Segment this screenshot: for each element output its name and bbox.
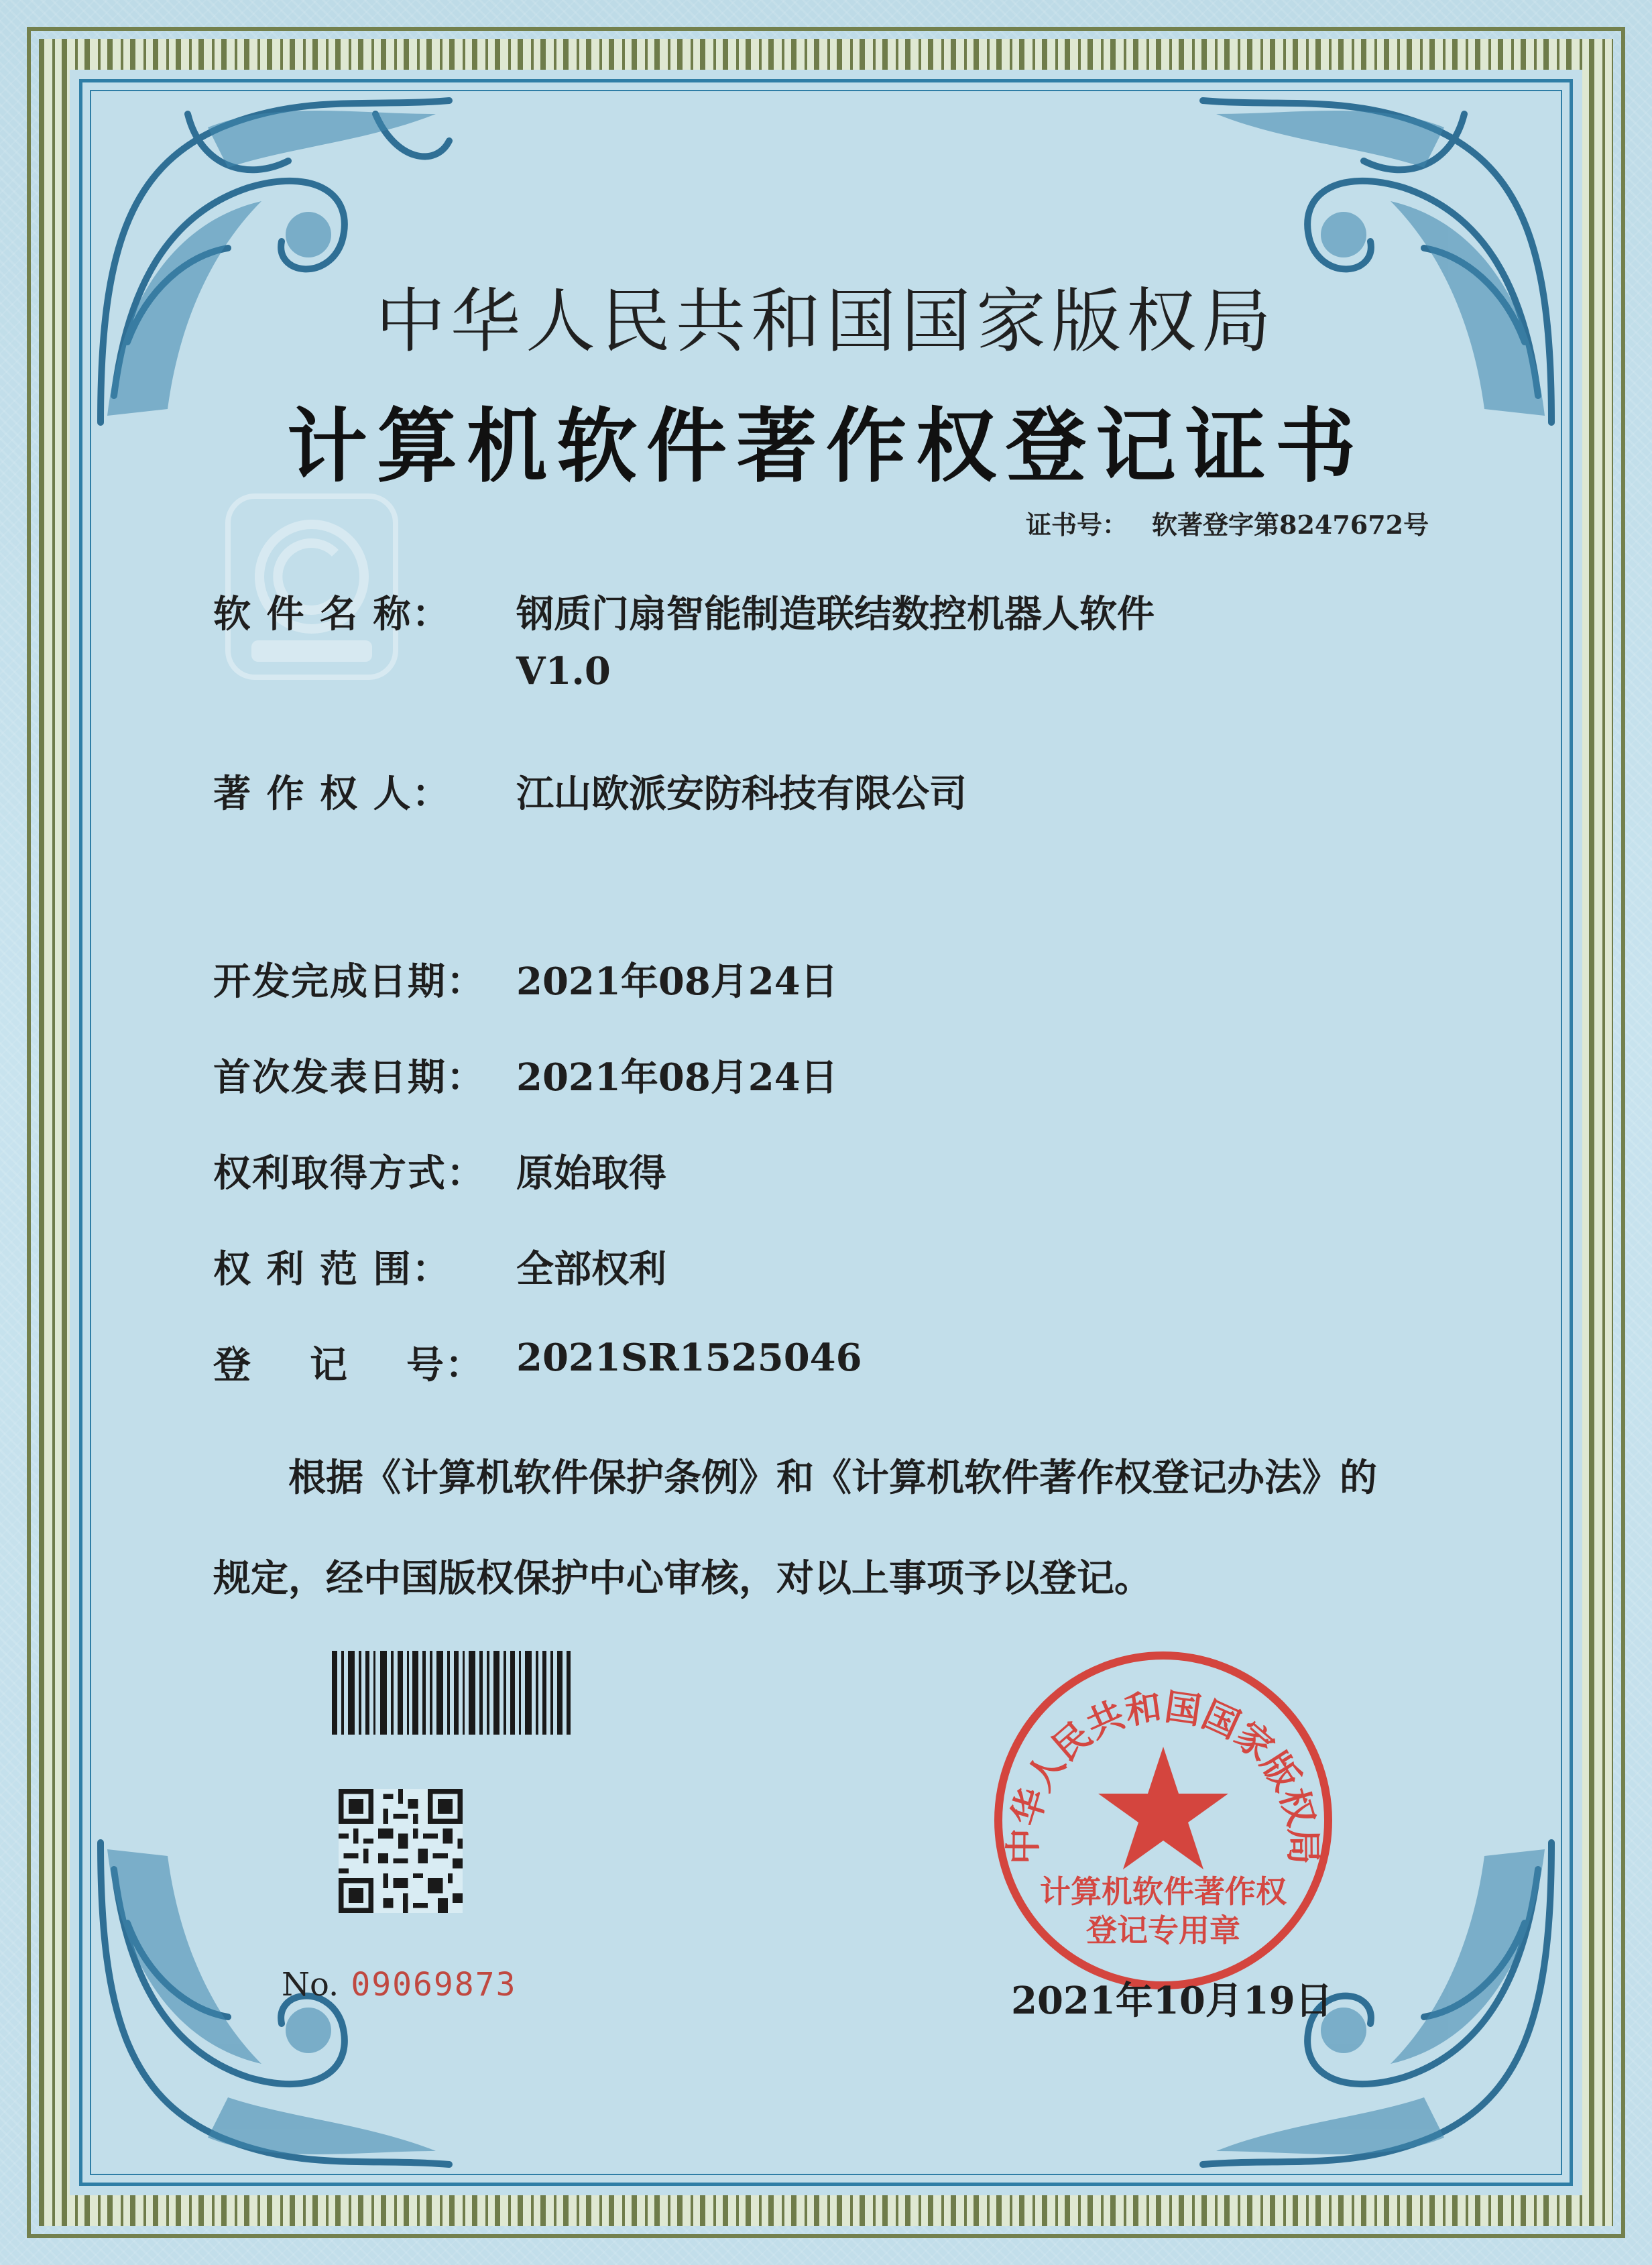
software-name-value: 钢质门扇智能制造联结数控机器人软件 <box>516 592 1155 636</box>
serial-number-value: 09069873 <box>351 1966 517 2003</box>
reg-number-row <box>213 1336 862 1389</box>
barcode-icon <box>332 1651 571 1735</box>
seal-ring-text: 中华人民共和国国家版权局 <box>1002 1685 1325 1865</box>
software-name-row <box>213 585 1155 693</box>
statement-line-1: 根据《计算机软件保护条例》和《计算机软件著作权登记办法》的 <box>288 1456 1377 1500</box>
dev-completion-label: 开发完成日期： <box>213 960 485 1004</box>
software-version-value: V1.0 <box>516 649 611 693</box>
official-seal-icon <box>989 1646 1338 1995</box>
dev-completion-row <box>213 952 838 1006</box>
certificate-number <box>1026 504 1429 541</box>
serial-number-label: No. <box>282 1966 339 2003</box>
acquisition-row <box>213 1144 666 1198</box>
scope-label: 权 利 范 围： <box>213 1247 451 1291</box>
scope-value: 全部权利 <box>516 1247 666 1291</box>
statement-line-2: 规定，经中国版权保护中心审核，对以上事项予以登记。 <box>213 1556 1152 1601</box>
certificate-number-value: 软著登字第8247672号 <box>1152 510 1429 540</box>
scope-row <box>213 1240 666 1293</box>
issue-date: 2021年10月19日 <box>1011 1979 1333 2023</box>
qr-code-icon <box>339 1789 463 1913</box>
seal-inner-line-1: 计算机软件著作权 <box>1040 1873 1287 1910</box>
reg-number-label: 登 记 号： <box>213 1343 484 1387</box>
serial-number <box>282 1966 517 2003</box>
copyright-owner-value: 江山欧派安防科技有限公司 <box>516 772 967 816</box>
seal-inner-line-2: 登记专用章 <box>1086 1912 1240 1949</box>
dev-completion-value: 2021年08月24日 <box>516 960 838 1004</box>
first-publication-label: 首次发表日期： <box>213 1055 485 1100</box>
software-name-label: 软 件 名 称： <box>213 592 451 636</box>
certificate-number-label: 证书号： <box>1026 510 1128 540</box>
reg-number-value: 2021SR1525046 <box>516 1336 862 1380</box>
certificate-title: 计算机软件著作权登记证书 <box>287 399 1365 493</box>
copyright-owner-label: 著 作 权 人： <box>213 772 451 816</box>
issuer-title: 中华人民共和国国家版权局 <box>375 280 1277 362</box>
first-publication-value: 2021年08月24日 <box>516 1055 838 1100</box>
acquisition-value: 原始取得 <box>516 1151 666 1196</box>
first-publication-row <box>213 1048 838 1102</box>
acquisition-label: 权利取得方式： <box>213 1151 485 1196</box>
copyright-owner-row <box>213 764 967 818</box>
